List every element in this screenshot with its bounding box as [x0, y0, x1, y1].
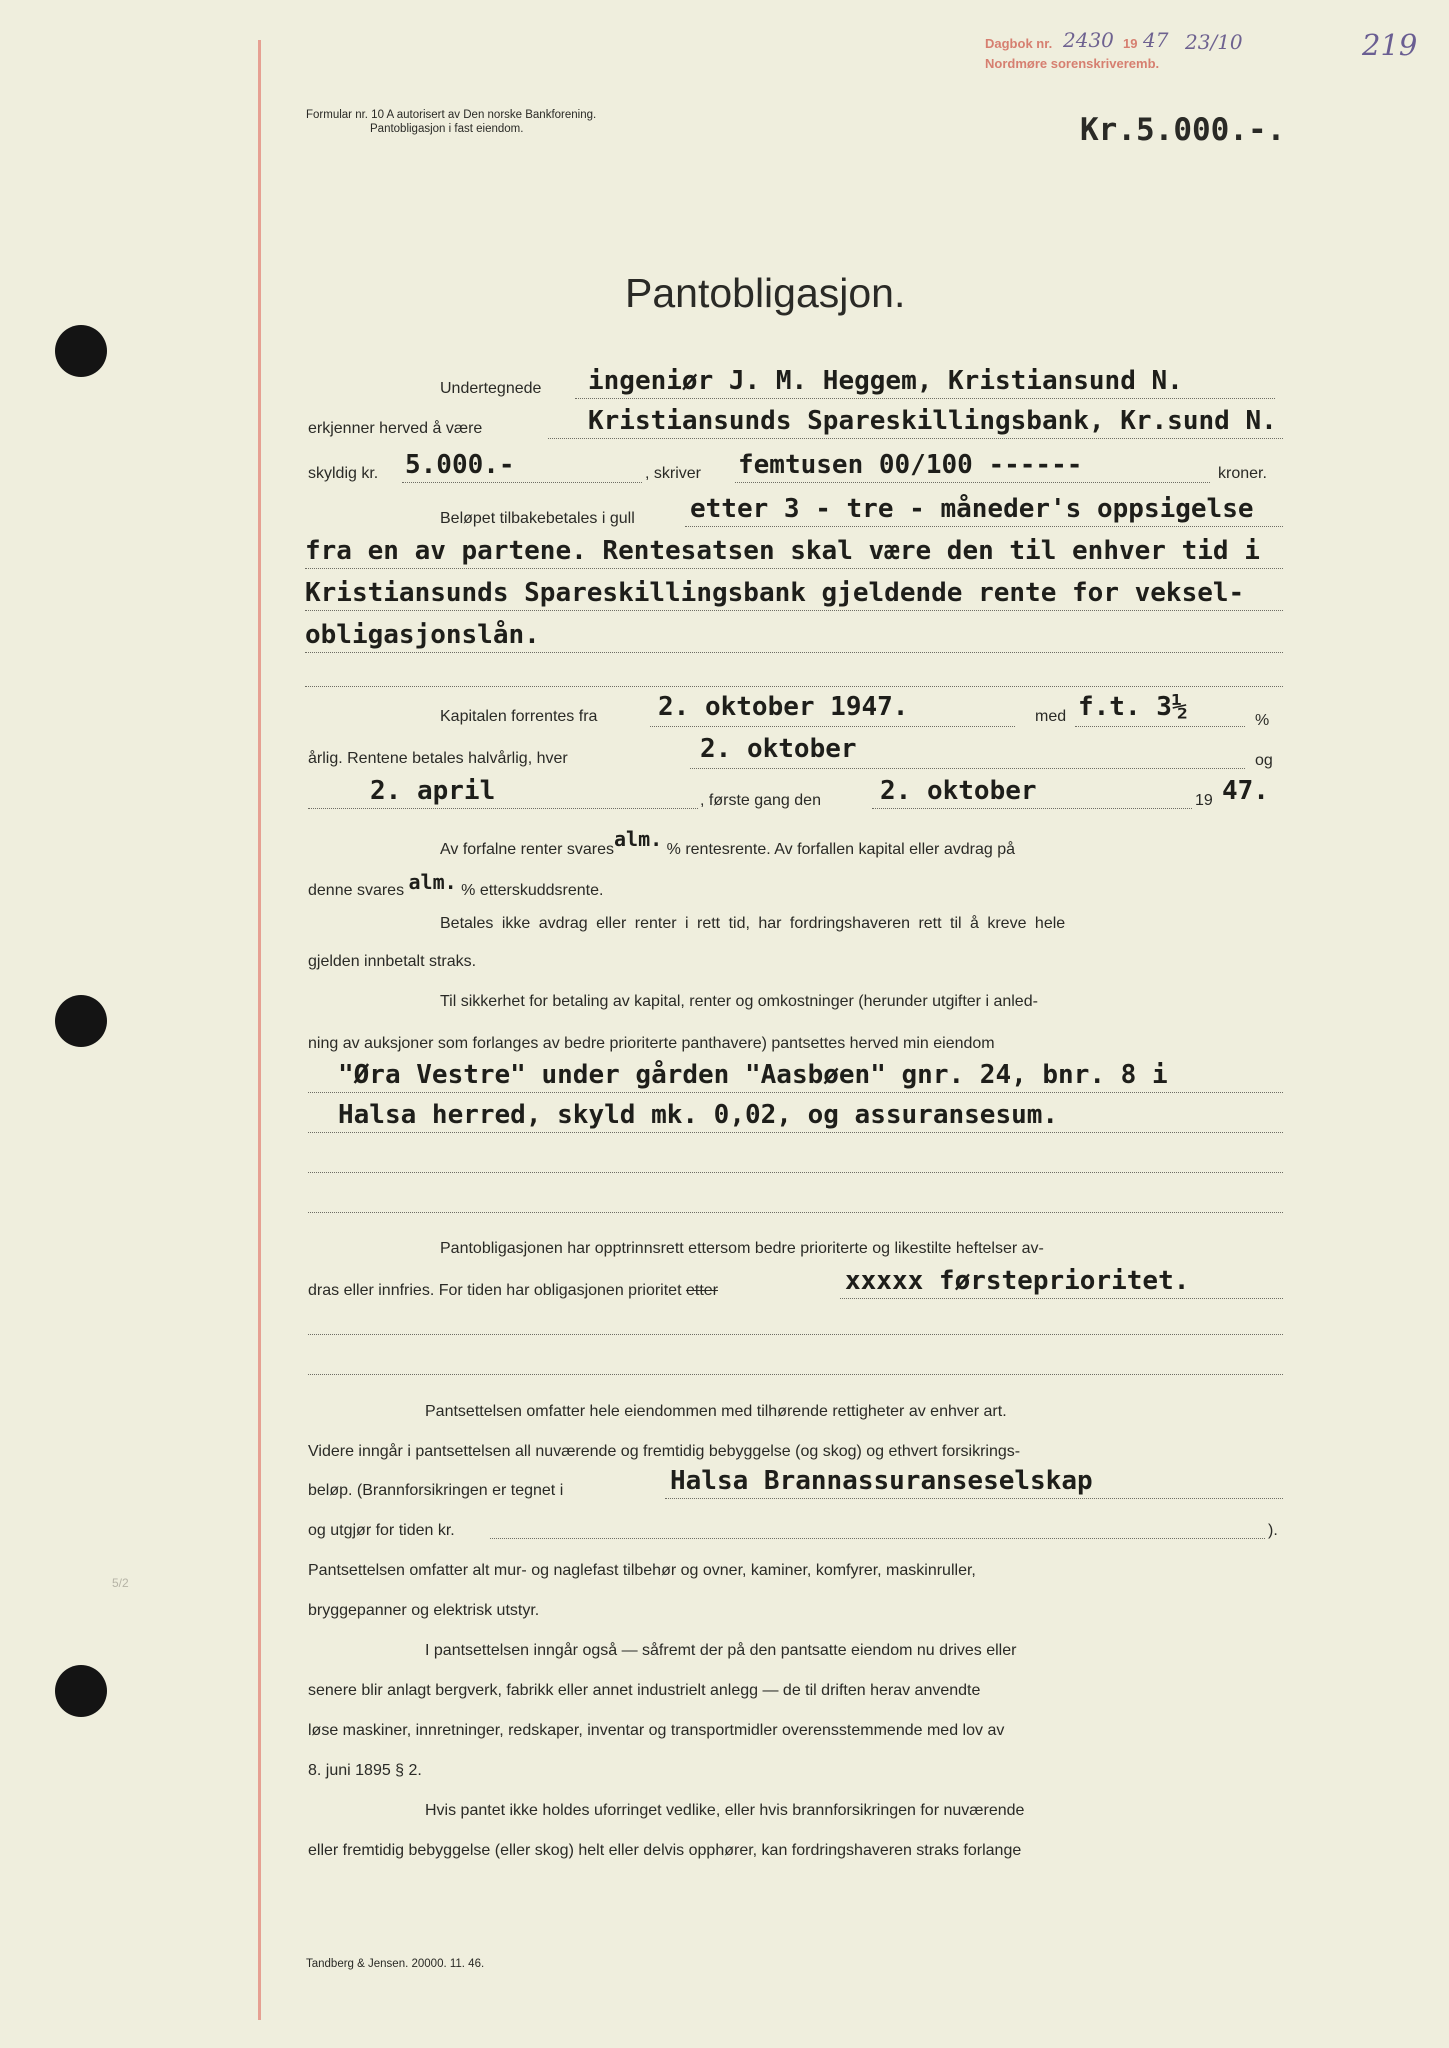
fill-line [548, 438, 1283, 439]
fill-line [305, 652, 1283, 653]
registry-year: 47 [1143, 28, 1169, 52]
industry-line2: senere blir anlagt bergverk, fabrikk eller annet industrielt anlegg — de til driften herav anvendte [308, 1682, 981, 1699]
priority-line1: Pantobligasjonen har opptrinnsrett ettersom bedre prioriterte og likestilte heftelser av- [440, 1240, 1044, 1257]
document-title: Pantobligasjon. [625, 270, 906, 316]
punch-hole [55, 1665, 107, 1717]
med-label: med [1035, 708, 1067, 725]
kroner-label: kroner. [1218, 465, 1267, 482]
amount-figures: 5.000.- [405, 450, 515, 480]
folio-number: 219 [1362, 28, 1418, 62]
punch-hole [55, 325, 107, 377]
erkjenner-label: erkjenner herved å være [308, 420, 483, 437]
maintenance-line2: eller fremtidig bebyggelse (eller skog) helt eller delvis opphører, kan fordringshaveren straks forlange [308, 1842, 1022, 1859]
skyldig-label: skyldig kr. [308, 465, 379, 482]
fill-line [305, 686, 1283, 687]
repayment-label: Beløpet tilbakebetales i gull [440, 510, 635, 527]
repayment-line1: etter 3 - tre - måneder's oppsigelse [690, 494, 1254, 524]
industry-line1: I pantsettelsen inngår også — såfremt der på den pantsatte eiendom nu drives eller [425, 1642, 1017, 1659]
property-description-1: "Øra Vestre" under gården "Aasbøen" gnr. 24, bnr. 8 i [338, 1060, 1168, 1090]
maintenance-line1: Hvis pantet ikke holdes uforringet vedlike, eller hvis brannforsikringen for nuværende [425, 1802, 1025, 1819]
first-payment-year: 47. [1222, 776, 1269, 806]
security-line2: ning av auksjoner som forlanges av bedre prioriterte panthavere) pantsettes herved min eiendom [308, 1035, 995, 1052]
fill-line [575, 398, 1275, 399]
registry-year-label: 19 [1123, 36, 1138, 51]
forrentes-label: Kapitalen forrentes fra [440, 708, 598, 725]
repayment-line2: fra en av partene. Rentesatsen skal være den til enhver tid i [305, 536, 1260, 566]
industry-line3: løse maskiner, innretninger, redskaper, inventar og transportmidler overensstemmende med lov av [308, 1722, 1005, 1739]
form-notice-line2: Pantobligasjon i fast eiendom. [370, 123, 524, 135]
punch-hole [55, 995, 107, 1047]
fill-line [665, 1498, 1283, 1499]
arlig-label: årlig. Rentene betales halvårlig, hver [308, 750, 568, 767]
priority-value: xxxxx førsteprioritet. [845, 1266, 1190, 1296]
interest-rate: f.t. 3½ [1078, 692, 1188, 722]
arrears-rate-1: alm. [614, 827, 663, 851]
scope-line1: Pantsettelsen omfatter hele eiendommen med tilhørende rettigheter av enhver art. [425, 1403, 1007, 1420]
printer-imprint: Tandberg & Jensen. 20000. 11. 46. [306, 1958, 485, 1970]
scope-line5: Pantsettelsen omfatter alt mur- og naglefast tilbehør og ovner, kaminer, komfyrer, maskinruller, [308, 1562, 976, 1579]
registry-date: 23/10 [1185, 30, 1243, 54]
repayment-line3: Kristiansunds Spareskillingsbank gjeldende rente for veksel- [305, 578, 1245, 608]
default-clause-line1: Betales ikke avdrag eller renter i rett tid, har fordringshaveren rett til å kreve hele [440, 915, 1066, 932]
scope-line4: og utgjør for tiden kr. [308, 1522, 455, 1539]
arrears-line1: Av forfalne renter svaresalm. % rentesrente. Av forfallen kapital eller avdrag på [440, 827, 1015, 858]
forste-gang-label: , første gang den [700, 792, 821, 809]
security-line1: Til sikkerhet for betaling av kapital, renter og omkostninger (herunder utgifter i anled- [440, 993, 1038, 1010]
industry-line4: 8. juni 1895 § 2. [308, 1762, 422, 1779]
fill-line [402, 482, 642, 483]
undertegnede-label: Undertegnede [440, 380, 542, 397]
repayment-line4: obligasjonslån. [305, 620, 540, 650]
interest-start-date: 2. oktober 1947. [658, 692, 909, 722]
fill-line [308, 1172, 1283, 1173]
scope-line6: bryggepanner og elektrisk utstyr. [308, 1602, 540, 1619]
arrears-line2: denne svares alm. % etterskuddsrente. [308, 870, 604, 899]
fill-line [305, 568, 1283, 569]
fill-line [685, 526, 1283, 527]
fill-line [650, 726, 1015, 727]
fill-line [308, 1374, 1283, 1375]
fill-line [690, 768, 1245, 769]
fill-line [490, 1538, 1265, 1539]
default-clause-line2: gjelden innbetalt straks. [308, 953, 477, 970]
scope-line4-end: ). [1268, 1522, 1278, 1539]
fill-line [308, 1212, 1283, 1213]
registry-number: 2430 [1063, 28, 1114, 52]
interest-date-2: 2. april [370, 776, 496, 806]
insurer-name: Halsa Brannassuranseselskap [670, 1466, 1093, 1496]
arrears-rate-2: alm. [408, 870, 457, 894]
fill-line [308, 1334, 1283, 1335]
skriver-label: , skriver [645, 465, 701, 482]
property-description-2: Halsa herred, skyld mk. 0,02, og assuransesum. [338, 1100, 1059, 1130]
interest-date-1: 2. oktober [700, 734, 857, 764]
fill-line [308, 808, 698, 809]
scope-line2: Videre inngår i pantsettelsen all nuværende og fremtidig bebyggelse (og skog) og ethvert forsikrings- [308, 1443, 1021, 1460]
og-label: og [1255, 752, 1273, 769]
struck-word: etter [685, 1282, 718, 1299]
margin-rule [258, 40, 261, 2020]
first-payment-date: 2. oktober [880, 776, 1037, 806]
percent-sign: % [1255, 712, 1270, 729]
creditor-name: Kristiansunds Spareskillingsbank, Kr.sund N. [588, 406, 1277, 436]
amount-words: femtusen 00/100 ------ [738, 450, 1083, 480]
fill-line [305, 610, 1283, 611]
priority-line2: dras eller innfries. For tiden har obligasjonen prioritet etter [308, 1282, 718, 1299]
year-prefix: 19 [1195, 792, 1213, 809]
header-amount: Kr.5.000.-. [1080, 112, 1286, 148]
fill-line [735, 482, 1210, 483]
fill-line [1075, 726, 1245, 727]
registry-stamp-line2: Nordmøre sorenskriveremb. [985, 56, 1160, 71]
form-notice-line1: Formular nr. 10 A autorisert av Den norske Bankforening. [306, 109, 597, 121]
registry-stamp-line1: Dagbok nr. [985, 36, 1053, 51]
scope-line3: beløp. (Brannforsikringen er tegnet i [308, 1482, 564, 1499]
debtor-name: ingeniør J. M. Heggem, Kristiansund N. [588, 366, 1183, 396]
fill-line [308, 1132, 1283, 1133]
fill-line [308, 1092, 1283, 1093]
fill-line [872, 808, 1192, 809]
fill-line [840, 1298, 1283, 1299]
margin-note: 5/2 [112, 1576, 129, 1590]
